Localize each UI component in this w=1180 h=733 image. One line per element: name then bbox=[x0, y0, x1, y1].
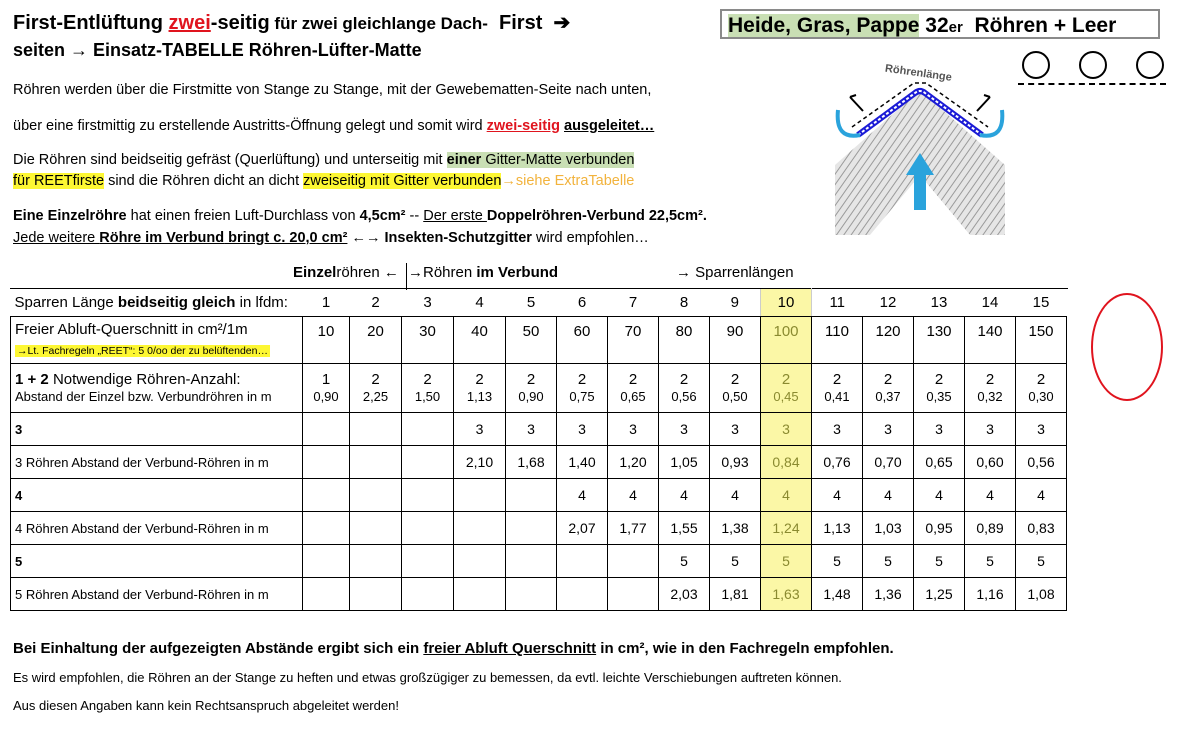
value-cell: 1,13 bbox=[812, 512, 863, 545]
value-cell: 2,10 bbox=[454, 446, 506, 479]
cross-section-cell: 70 bbox=[608, 317, 659, 364]
value-cell bbox=[557, 545, 608, 578]
table-row-four-distance bbox=[11, 512, 1067, 545]
count-distance-cell: 2 0,32 bbox=[965, 364, 1016, 413]
footer-line-1: Bei Einhaltung der aufgezeigten Abstände ergibt sich ein freier Abluft Querschnitt in cm², wie in den Fachregeln empfohlen. bbox=[13, 640, 894, 657]
row-label: 5 Röhren Abstand der Verbund-Röhren in m bbox=[11, 578, 303, 611]
value-cell: 5 bbox=[659, 545, 710, 578]
count-distance-cell: 2 0,75 bbox=[557, 364, 608, 413]
value-cell bbox=[402, 512, 454, 545]
value-cell: 0,89 bbox=[965, 512, 1016, 545]
value-cell: 5 bbox=[710, 545, 761, 578]
value-cell: 4 bbox=[914, 479, 965, 512]
value-cell bbox=[454, 545, 506, 578]
length-cell: 2 bbox=[350, 289, 402, 317]
value-cell bbox=[608, 578, 659, 611]
value-cell bbox=[454, 578, 506, 611]
count-distance-cell: 2 0,37 bbox=[863, 364, 914, 413]
left-arrow-icon bbox=[850, 95, 863, 111]
cross-section-cell: 150 bbox=[1016, 317, 1067, 364]
value-cell: 1,20 bbox=[608, 446, 659, 479]
value-cell bbox=[303, 446, 350, 479]
row-label: 5 bbox=[11, 545, 303, 578]
count-distance-cell: 2 2,25 bbox=[350, 364, 402, 413]
row-label-cross-section: Freier Abluft-Querschnitt in cm²/1m →Lt. Fachregeln „REET“: 5 0/oo der zu belüftenden… bbox=[11, 317, 303, 364]
value-cell: 1,36 bbox=[863, 578, 914, 611]
cross-section-cell: 50 bbox=[506, 317, 557, 364]
value-cell bbox=[402, 413, 454, 446]
row-label: 4 Röhren Abstand der Verbund-Röhren in m bbox=[11, 512, 303, 545]
value-cell bbox=[350, 512, 402, 545]
value-cell: 5 bbox=[1016, 545, 1067, 578]
length-cell: 14 bbox=[965, 289, 1016, 317]
circle-1 bbox=[1022, 51, 1050, 79]
value-cell: 1,68 bbox=[506, 446, 557, 479]
value-cell: 3 bbox=[659, 413, 710, 446]
length-cell: 12 bbox=[863, 289, 914, 317]
value-cell bbox=[402, 578, 454, 611]
value-cell: 4 bbox=[608, 479, 659, 512]
intro-p4: für REETfirste sind die Röhren dicht an dicht zweiseitig mit Gitter verbunden→siehe ExtraTabelle bbox=[13, 173, 635, 189]
value-cell: 1,40 bbox=[557, 446, 608, 479]
value-cell bbox=[402, 446, 454, 479]
cross-section-cell: 80 bbox=[659, 317, 710, 364]
left-curve-arrow bbox=[838, 110, 860, 136]
circle-2 bbox=[1079, 51, 1107, 79]
value-cell: 1,77 bbox=[608, 512, 659, 545]
value-cell bbox=[350, 578, 402, 611]
value-cell: 0,70 bbox=[863, 446, 914, 479]
value-cell: 1,48 bbox=[812, 578, 863, 611]
count-distance-cell: 2 0,35 bbox=[914, 364, 965, 413]
length-cell: 1 bbox=[303, 289, 350, 317]
value-cell: 3 bbox=[454, 413, 506, 446]
title-line-1: First-Entlüftung zwei-seitig für zwei gleichlange Dach- First ➔ bbox=[13, 12, 571, 34]
value-cell: 0,83 bbox=[1016, 512, 1067, 545]
value-cell bbox=[303, 479, 350, 512]
length-cell: 6 bbox=[557, 289, 608, 317]
row-label-one-two: 1 + 2 Notwendige Röhren-Anzahl: Abstand der Einzel bzw. Verbundröhren in m bbox=[11, 364, 303, 413]
value-cell: 0,76 bbox=[812, 446, 863, 479]
table-row-three bbox=[11, 413, 1067, 446]
circle-3 bbox=[1136, 51, 1164, 79]
length-cell: 10 bbox=[761, 289, 812, 317]
value-cell: 3 bbox=[761, 413, 812, 446]
value-cell: 3 bbox=[965, 413, 1016, 446]
table-row-cross-section bbox=[11, 317, 1067, 364]
value-cell bbox=[350, 413, 402, 446]
count-distance-cell: 2 0,41 bbox=[812, 364, 863, 413]
intro-p3: Die Röhren sind beidseitig gefräst (Querlüftung) und unterseitig mit einer Gitter-Matte verbunden bbox=[13, 152, 635, 168]
table-row-lengths bbox=[11, 289, 1067, 317]
value-cell bbox=[402, 479, 454, 512]
value-cell: 1,16 bbox=[965, 578, 1016, 611]
value-cell: 4 bbox=[1016, 479, 1067, 512]
table-row-five-distance bbox=[11, 578, 1067, 611]
cross-section-cell: 100 bbox=[761, 317, 812, 364]
value-cell: 1,24 bbox=[761, 512, 812, 545]
cross-section-cell: 120 bbox=[863, 317, 914, 364]
value-cell bbox=[608, 545, 659, 578]
row-label-lengths: Sparren Länge beidseitig gleich in lfdm: bbox=[11, 289, 303, 317]
value-cell bbox=[506, 578, 557, 611]
value-cell bbox=[402, 545, 454, 578]
value-cell bbox=[506, 545, 557, 578]
value-cell bbox=[303, 512, 350, 545]
table-row-five bbox=[11, 545, 1067, 578]
value-cell bbox=[350, 446, 402, 479]
value-cell: 3 bbox=[914, 413, 965, 446]
count-distance-cell: 2 0,65 bbox=[608, 364, 659, 413]
value-cell: 1,55 bbox=[659, 512, 710, 545]
value-cell bbox=[303, 545, 350, 578]
length-cell: 11 bbox=[812, 289, 863, 317]
value-cell: 4 bbox=[659, 479, 710, 512]
intro-p5: Eine Einzelröhre hat einen freien Luft-Durchlass von 4,5cm² -- Der erste Doppelröhren-Verbund 22,5cm². bbox=[13, 208, 707, 224]
table-row-three-distance bbox=[11, 446, 1067, 479]
value-cell: 0,56 bbox=[1016, 446, 1067, 479]
cross-section-cell: 30 bbox=[402, 317, 454, 364]
value-cell: 2,03 bbox=[659, 578, 710, 611]
value-cell: 0,60 bbox=[965, 446, 1016, 479]
count-distance-cell: 2 0,50 bbox=[710, 364, 761, 413]
count-distance-cell: 2 0,56 bbox=[659, 364, 710, 413]
value-cell: 3 bbox=[812, 413, 863, 446]
cross-section-cell: 10 bbox=[303, 317, 350, 364]
value-cell: 3 bbox=[863, 413, 914, 446]
length-cell: 7 bbox=[608, 289, 659, 317]
cross-section-cell: 20 bbox=[350, 317, 402, 364]
value-cell: 5 bbox=[761, 545, 812, 578]
intro-p6: Jede weitere Röhre im Verbund bringt c. 20,0 cm² ←→ Insekten-Schutzgitter wird empfohlen… bbox=[13, 230, 649, 246]
cross-section-cell: 130 bbox=[914, 317, 965, 364]
spacing-table bbox=[10, 288, 1067, 611]
dashed-line bbox=[1018, 83, 1166, 85]
length-cell: 13 bbox=[914, 289, 965, 317]
value-cell bbox=[350, 545, 402, 578]
table-row-one-two bbox=[11, 364, 1067, 413]
row-label: 3 bbox=[11, 413, 303, 446]
cross-section-cell: 60 bbox=[557, 317, 608, 364]
value-cell: 4 bbox=[761, 479, 812, 512]
table-row-four bbox=[11, 479, 1067, 512]
value-cell: 1,81 bbox=[710, 578, 761, 611]
diagram-label: Röhrenlänge bbox=[884, 62, 953, 84]
cross-section-cell: 40 bbox=[454, 317, 506, 364]
value-cell: 3 bbox=[557, 413, 608, 446]
value-cell: 5 bbox=[812, 545, 863, 578]
value-cell bbox=[454, 512, 506, 545]
fachregeln-note: →Lt. Fachregeln „REET“: 5 0/oo der zu belüftenden… bbox=[17, 344, 268, 357]
red-oval-mark bbox=[1091, 293, 1163, 401]
product-box: Heide, Gras, Pappe 32er Röhren + Leer bbox=[720, 9, 1160, 39]
count-distance-cell: 2 0,90 bbox=[506, 364, 557, 413]
value-cell: 4 bbox=[965, 479, 1016, 512]
value-cell bbox=[303, 413, 350, 446]
value-cell bbox=[350, 479, 402, 512]
value-cell: 0,93 bbox=[710, 446, 761, 479]
cross-section-cell: 140 bbox=[965, 317, 1016, 364]
length-cell: 15 bbox=[1016, 289, 1067, 317]
value-cell: 4 bbox=[812, 479, 863, 512]
value-cell: 1,25 bbox=[914, 578, 965, 611]
count-distance-cell: 2 0,30 bbox=[1016, 364, 1067, 413]
value-cell: 5 bbox=[863, 545, 914, 578]
ridge-diagram bbox=[830, 55, 1010, 235]
length-cell: 9 bbox=[710, 289, 761, 317]
value-cell bbox=[506, 479, 557, 512]
value-cell: 0,65 bbox=[914, 446, 965, 479]
value-cell bbox=[454, 479, 506, 512]
value-cell bbox=[557, 578, 608, 611]
value-cell: 3 bbox=[710, 413, 761, 446]
cross-section-cell: 110 bbox=[812, 317, 863, 364]
length-cell: 3 bbox=[402, 289, 454, 317]
table-group-header-single: Einzelröhren ← bbox=[293, 264, 399, 281]
value-cell: 4 bbox=[710, 479, 761, 512]
count-distance-cell: 2 1,50 bbox=[402, 364, 454, 413]
value-cell: 1,63 bbox=[761, 578, 812, 611]
value-cell: 2,07 bbox=[557, 512, 608, 545]
value-cell: 3 bbox=[1016, 413, 1067, 446]
intro-p1: Röhren werden über die Firstmitte von Stange zu Stange, mit der Gewebematten-Seite nach unten, bbox=[13, 82, 652, 98]
value-cell: 1,38 bbox=[710, 512, 761, 545]
intro-p2: über eine firstmittig zu erstellende Austritts-Öffnung gelegt und somit wird zwei-seitig ausgeleitet… bbox=[13, 118, 655, 134]
count-distance-cell: 2 0,45 bbox=[761, 364, 812, 413]
row-label: 3 Röhren Abstand der Verbund-Röhren in m bbox=[11, 446, 303, 479]
value-cell: 4 bbox=[557, 479, 608, 512]
length-cell: 4 bbox=[454, 289, 506, 317]
count-distance-cell: 1 0,90 bbox=[303, 364, 350, 413]
footer-line-2: Es wird empfohlen, die Röhren an der Stange zu heften und etwas großzügiger zu bemessen, da evtl. leichte Verschiebungen auftreten können. bbox=[13, 670, 842, 685]
right-arrow-icon bbox=[977, 95, 990, 111]
value-cell: 0,95 bbox=[914, 512, 965, 545]
value-cell: 3 bbox=[608, 413, 659, 446]
value-cell: 5 bbox=[965, 545, 1016, 578]
value-cell: 1,03 bbox=[863, 512, 914, 545]
table-group-header-lengths: → Sparrenlängen bbox=[676, 264, 794, 281]
length-cell: 8 bbox=[659, 289, 710, 317]
arrow-right-icon: ➔ bbox=[553, 12, 571, 34]
footer-line-3: Aus diesen Angaben kann kein Rechtsanspruch abgeleitet werden! bbox=[13, 698, 399, 713]
value-cell: 3 bbox=[506, 413, 557, 446]
value-cell bbox=[303, 578, 350, 611]
value-cell: 0,84 bbox=[761, 446, 812, 479]
value-cell: 4 bbox=[863, 479, 914, 512]
row-label: 4 bbox=[11, 479, 303, 512]
value-cell: 1,05 bbox=[659, 446, 710, 479]
cross-section-cell: 90 bbox=[710, 317, 761, 364]
value-cell: 5 bbox=[914, 545, 965, 578]
table-group-header-verbund: →Röhren im Verbund bbox=[408, 264, 559, 281]
value-cell: 1,08 bbox=[1016, 578, 1067, 611]
title-line-2: seiten → Einsatz-TABELLE Röhren-Lüfter-Matte bbox=[13, 40, 422, 60]
count-distance-cell: 2 1,13 bbox=[454, 364, 506, 413]
title-zwei: zwei bbox=[168, 12, 211, 34]
value-cell bbox=[506, 512, 557, 545]
length-cell: 5 bbox=[506, 289, 557, 317]
